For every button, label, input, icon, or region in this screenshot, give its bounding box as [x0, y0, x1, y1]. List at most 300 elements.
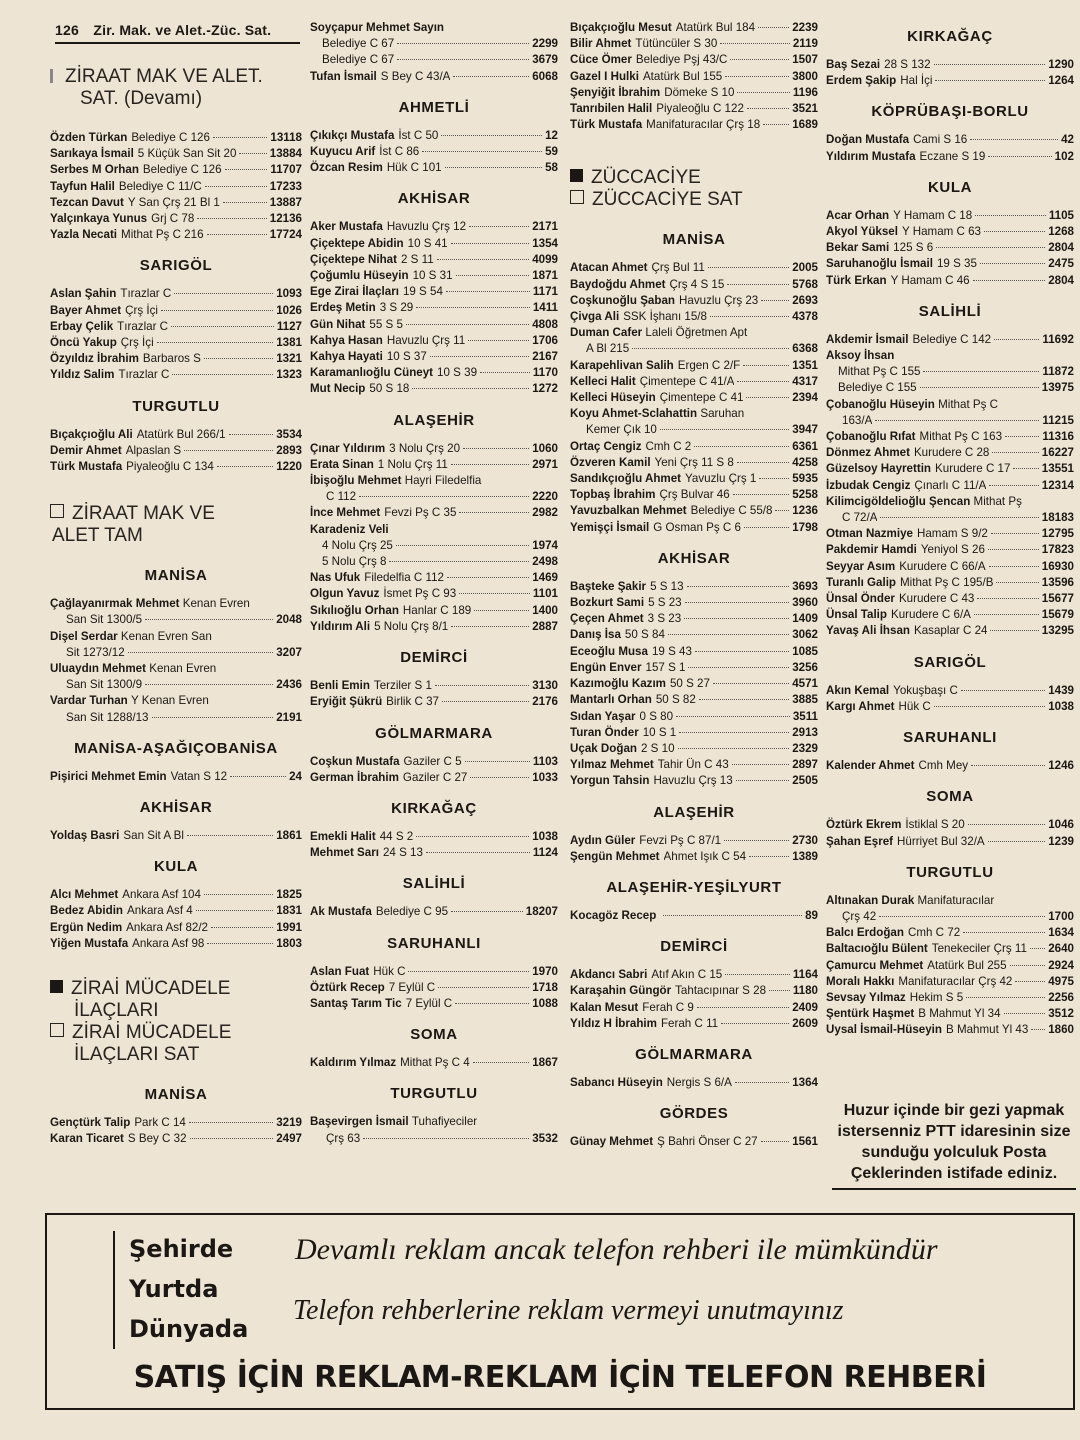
listing-name: Türk Mustafa	[570, 118, 643, 132]
listing-phone: 2609	[792, 1016, 818, 1030]
listing-address: Ankara Asf 4	[127, 904, 193, 918]
listing-phone: 3679	[532, 53, 558, 67]
listing-phone: 1033	[532, 770, 558, 784]
listing-group	[310, 964, 558, 1013]
listing-entry	[826, 132, 1074, 148]
leader-dots	[445, 167, 543, 168]
leader-dots	[451, 464, 529, 465]
leader-dots	[971, 765, 1045, 766]
listing-group	[310, 538, 558, 570]
listing-address: Hamam S 9/2	[916, 527, 988, 541]
listing-phone: 1411	[532, 301, 558, 315]
listing-name-line: Duman Cafer Laleli Öğretmen Apt	[570, 326, 748, 340]
leader-dots	[416, 307, 530, 308]
listing-address: 10 S 1	[642, 725, 677, 739]
listing-address: Kurudere C 6/A	[891, 608, 971, 622]
listing-address: Cmh Mey	[918, 759, 969, 773]
leader-dots	[451, 626, 529, 627]
listing-entry	[310, 586, 558, 602]
listing-entry	[570, 85, 818, 101]
listing-entry	[570, 503, 818, 519]
listing-phone: 1264	[1048, 74, 1074, 88]
listing-address: Kurudere C 28	[913, 446, 990, 460]
listing-phone: 3130	[532, 679, 558, 693]
listing-name: Gençtürk Talip	[50, 1116, 131, 1130]
listing-phone: 4975	[1048, 974, 1074, 988]
leader-dots	[426, 852, 530, 853]
city-heading: SARIGÖL	[139, 257, 213, 275]
listing-phone: 1103	[532, 754, 558, 768]
listing-name: Karan Ticaret	[50, 1132, 124, 1146]
leader-dots	[713, 683, 789, 684]
listing-entry	[826, 817, 1074, 833]
listing-name: Bayer Ahmet	[50, 303, 122, 317]
listing-address: San Sit A Bl	[123, 829, 184, 843]
listing-entry	[310, 694, 558, 710]
leader-dots	[695, 651, 789, 652]
listing-entry	[826, 526, 1074, 542]
category-title-cont: İLAÇLARI SAT	[74, 1044, 200, 1066]
listing-address: 24 S 13	[382, 846, 423, 860]
listing-group	[310, 754, 558, 786]
listing-name: Turanlı Galip	[826, 575, 896, 589]
listing-address: İstiklal S 20	[905, 818, 965, 832]
category-title-cont: İLAÇLARI	[74, 1000, 159, 1022]
leader-dots	[923, 371, 1039, 372]
listing-phone: 1970	[532, 964, 558, 978]
listing-address: Kurudere C 66/A	[899, 559, 986, 573]
leader-dots	[211, 927, 273, 928]
category-title: ZÜCCACİYE	[591, 167, 701, 189]
listing-name: Pişirici Mehmet Emin	[50, 769, 167, 783]
leader-dots	[992, 452, 1038, 453]
listing-phone: 3256	[792, 660, 818, 674]
ptt-promo-notice: Huzur içinde bir gezi yapmak istersenniz PTT idaresinin size sunduğu yolculuk Posta Çeklerinden istifade ediniz.	[832, 1100, 1076, 1190]
listing-name: Tanrıbilen Halil	[570, 102, 653, 116]
leader-dots	[1031, 1029, 1045, 1030]
listing-name: Bekar Sami	[826, 241, 890, 255]
listing-phone: 2176	[532, 695, 558, 709]
listing-phone: 2887	[532, 619, 558, 633]
leader-dots	[747, 108, 789, 109]
listing-phone: 4378	[792, 310, 818, 324]
leader-dots	[737, 381, 789, 382]
listing-entry	[570, 644, 818, 660]
leader-dots	[480, 372, 530, 373]
listing-group	[50, 286, 302, 383]
listing-phone: 2167	[532, 350, 558, 364]
listing-address: Y Hamam C 63	[901, 225, 982, 239]
listing-entry	[826, 758, 1074, 774]
listing-name-line: Altınakan Durak Manifaturacılar	[826, 893, 995, 907]
column-1	[50, 62, 302, 1148]
listing-address: Yavuzlu Çrş 1	[685, 472, 757, 486]
listing-entry: Kemer Çık 10 3947	[586, 423, 818, 437]
listing-phone: 4571	[792, 677, 818, 691]
listing-entry	[310, 349, 558, 365]
city-heading: SOMA	[410, 1026, 458, 1044]
listing-name: Türk Erkan	[826, 273, 887, 287]
listing-entry	[50, 303, 302, 319]
listing-name: Otman Nazmiye	[826, 527, 913, 541]
listing-entry	[310, 252, 558, 268]
listing-group	[50, 887, 302, 952]
listing-address: 50 S 27	[669, 677, 710, 691]
leader-dots	[1015, 981, 1045, 982]
listing-entry	[826, 273, 1074, 289]
listing-phone: 1803	[276, 936, 302, 950]
leader-dots	[694, 446, 789, 447]
checkbox-icon	[50, 1023, 64, 1037]
leader-dots	[396, 545, 529, 546]
listing-name: Serbes M Orhan	[50, 163, 139, 177]
listing-name: Akdancı Sabri	[570, 968, 648, 982]
listing-name: Baydoğdu Ahmet	[570, 277, 666, 291]
leader-dots	[239, 153, 266, 154]
listing-address: Çrş Bul 11	[651, 261, 705, 275]
leader-dots	[724, 840, 789, 841]
listing-phone: 59	[545, 145, 558, 159]
category-heading	[50, 503, 302, 547]
leader-dots	[196, 910, 273, 911]
listing-phone: 1246	[1048, 759, 1074, 773]
listing-name-line: Uluaydın Mehmet Kenan Evren	[50, 662, 217, 676]
listing-entry	[310, 980, 558, 996]
listing-group	[570, 579, 818, 790]
listing-group	[826, 683, 1074, 715]
listing-entry	[826, 1006, 1074, 1022]
listing-phone: 2730	[792, 833, 818, 847]
listing-phone: 1400	[532, 603, 558, 617]
listing-name: Tezcan Davut	[50, 195, 124, 209]
listing-name: Kahya Hayati	[310, 350, 383, 364]
leader-dots	[389, 561, 529, 562]
listing-entry	[50, 1131, 302, 1147]
listing-name: Coşkunoğlu Şaban	[570, 293, 675, 307]
listing-group	[570, 1075, 818, 1091]
listing-name: Öncü Yakup	[50, 336, 117, 350]
listing-group	[50, 427, 302, 476]
listing-entry	[570, 117, 818, 133]
listing-group	[310, 219, 558, 397]
listing-phone: 1323	[276, 368, 302, 382]
listing-phone: 1867	[532, 1056, 558, 1070]
listing-name: Karapehlivan Salih	[570, 358, 674, 372]
listing-entry	[310, 904, 558, 920]
listing-address: Alpaslan S	[125, 443, 182, 457]
listing-phone: 1861	[276, 829, 302, 843]
listing-address: Gaziler C 27	[402, 770, 468, 784]
leader-dots	[688, 667, 789, 668]
listing-address: 10 S 37	[386, 350, 427, 364]
listing-entry	[570, 309, 818, 325]
leader-dots	[190, 1138, 274, 1139]
listing-phone: 1026	[276, 303, 302, 317]
checkbox-icon	[50, 504, 64, 518]
listing-address: Terziler S 1	[373, 679, 432, 693]
leader-dots	[465, 761, 530, 762]
listing-address: Barbaros S	[142, 352, 201, 366]
listing-phone: 1268	[1048, 225, 1074, 239]
leader-dots	[961, 690, 1045, 691]
listing-phone: 2893	[276, 443, 302, 457]
listing-address: Atıf Akın C 15	[651, 968, 723, 982]
leader-dots	[172, 374, 273, 375]
listing-name: Yıldız H İbrahim	[570, 1016, 657, 1030]
leader-dots	[725, 76, 789, 77]
listing-entry	[570, 52, 818, 68]
listing-phone: 3521	[792, 102, 818, 116]
listing-name-line: Çağlayanırmak Mehmet Kenan Evren	[50, 597, 250, 611]
leader-dots	[397, 59, 529, 60]
listing-entry	[826, 834, 1074, 850]
listing-address: Yokuşbaşı C	[893, 683, 958, 697]
listing-entry	[826, 256, 1074, 272]
listing-group	[826, 758, 1074, 774]
listing-phone: 3512	[1048, 1007, 1074, 1021]
listing-entry	[310, 554, 558, 570]
listing-phone: 2171	[532, 220, 558, 234]
listing-phone: 4317	[792, 374, 818, 388]
listing-address: 2 S 10	[641, 741, 675, 755]
listing-name: Danış İsa	[570, 628, 621, 642]
listing-phone: 1974	[532, 538, 558, 552]
listing-entry	[570, 660, 818, 676]
listing-name: Türk Mustafa	[50, 460, 123, 474]
city-heading: AKHİSAR	[139, 799, 213, 817]
leader-dots	[761, 300, 789, 301]
listing-entry	[570, 487, 818, 503]
listing-name: Engün Enver	[570, 660, 642, 674]
listing-name: Ergün Nedim	[50, 920, 123, 934]
listing-phone: 1105	[1048, 208, 1074, 222]
listing-entry	[826, 623, 1074, 639]
listing-address: Kasaplar C 24	[914, 624, 988, 638]
listing-phone: 12795	[1041, 527, 1074, 541]
divider	[113, 1231, 115, 1349]
city-heading: ALAŞEHİR	[393, 411, 475, 429]
listing-name: Mehmet Sarı	[310, 846, 379, 860]
leader-dots	[229, 434, 274, 435]
listing-name: Eryiğit Şükrü	[310, 695, 383, 709]
leader-dots	[447, 577, 529, 578]
listing-entry	[310, 144, 558, 160]
listing-address: 157 S 1	[645, 660, 686, 674]
listing-address: Tırazlar C	[117, 319, 169, 333]
leader-dots	[430, 356, 529, 357]
listing-address: 50 S 84	[624, 628, 665, 642]
leader-dots	[1005, 436, 1039, 437]
listing-address: Belediye C 67	[322, 37, 395, 51]
listing-address: 19 S 54	[402, 285, 443, 299]
listing-entry	[310, 829, 558, 845]
listing-phone: 6361	[792, 439, 818, 453]
listing-address: Tahtacıpınar S 28	[675, 984, 767, 998]
listing-entry	[310, 236, 558, 252]
listing-name: Coşkun Mustafa	[310, 754, 400, 768]
listing-entry	[826, 607, 1074, 623]
leader-dots	[966, 997, 1045, 998]
listing-address: Tırazlar C	[120, 287, 172, 301]
listing-address: Ferah C 9	[642, 1000, 694, 1014]
listing-entry	[570, 1134, 818, 1150]
listing-entry: San Sit 1300/9 2436	[66, 678, 302, 692]
leader-dots	[679, 732, 789, 733]
listing-name: Öztürk Recep	[310, 980, 385, 994]
listing-phone: 1364	[792, 1075, 818, 1089]
listing-entry	[826, 208, 1074, 224]
listing-name: Karamanlıoğlu Cüneyt	[310, 366, 434, 380]
listing-entry	[570, 676, 818, 692]
listing-entry: San Sit 1300/5 2048	[66, 613, 302, 627]
listing-entry	[570, 849, 818, 865]
listing-group	[310, 678, 558, 710]
listing-entry: Çrş 42 1700	[842, 909, 1074, 923]
listing-entry	[50, 427, 302, 443]
listing-address: 5 Küçük San Sit 20	[137, 147, 237, 161]
listing-phone: 1354	[532, 236, 558, 250]
listing-entry	[570, 20, 818, 36]
leader-dots	[721, 1023, 789, 1024]
listing-phone: 1236	[792, 504, 818, 518]
listing-name: German İbrahim	[310, 770, 399, 784]
listing-entry: C 112 2220	[326, 490, 558, 504]
listing-name: Erata Sinan	[310, 457, 374, 471]
leader-dots	[446, 291, 530, 292]
listing-name: Yıldırım Mustafa	[826, 149, 916, 163]
listing-address: 7 Eylül C	[388, 980, 436, 994]
listing-name: Şahan Eşref	[826, 834, 894, 848]
listing-entry	[826, 478, 1074, 494]
banner-slogan: Telefon rehberlerine reklam vermeyi unutmayınız	[293, 1295, 844, 1326]
leader-dots	[225, 169, 268, 170]
listing-phone: 89	[805, 908, 818, 922]
listing-phone: 4808	[532, 317, 558, 331]
listing-name: Yoldaş Basri	[50, 829, 120, 843]
listing-phone: 13118	[270, 131, 302, 144]
leader-dots	[725, 974, 790, 975]
listing-phone: 2971	[532, 457, 558, 471]
listing-address: Ankara Asf 98	[132, 936, 205, 950]
leader-dots	[204, 894, 273, 895]
listing-address: Atatürk Bul 266/1	[136, 427, 226, 441]
listing-phone: 1860	[1048, 1023, 1074, 1037]
listing-entry	[570, 757, 818, 773]
city-heading: AHMETLİ	[398, 98, 470, 116]
listing-phone: 1046	[1048, 818, 1074, 832]
banner-tagline: SATIŞ İÇİN REKLAM-REKLAM İÇİN TELEFON REHBERİ	[133, 1360, 987, 1395]
listing-entry	[50, 1115, 302, 1131]
listing-name: Nas Ufuk	[310, 571, 361, 585]
listing-group	[570, 439, 818, 536]
leader-dots	[438, 987, 529, 988]
listing-name: Bozkurt Sami	[570, 596, 645, 610]
city-heading: KÖPRÜBAŞI-BORLU	[871, 103, 1029, 121]
listing-address: Park C 14	[134, 1116, 186, 1130]
listing-name: Moralı Hakkı	[826, 974, 895, 988]
listing-group	[310, 36, 558, 68]
listing-name: Kahya Hasan	[310, 333, 383, 347]
leader-dots	[397, 43, 529, 44]
leader-dots	[963, 932, 1045, 933]
listing-name: Yazla Necati	[50, 228, 118, 242]
listing-name: Alcı Mehmet	[50, 888, 119, 902]
listing-entry	[570, 1075, 818, 1091]
listing-entry	[50, 130, 302, 146]
leader-dots	[758, 27, 789, 28]
listing-address: 7 Eylül C	[405, 996, 453, 1010]
listing-group	[570, 967, 818, 1032]
listing-group	[310, 904, 558, 920]
listing-entry	[570, 101, 818, 117]
listing-address: 10 S 41	[407, 236, 448, 250]
listing-entry	[310, 1055, 558, 1071]
listing-phone: 1831	[276, 904, 302, 918]
filled-square-icon	[50, 980, 63, 993]
listing-phone: 1689	[792, 118, 818, 132]
listing-phone: 42	[1061, 133, 1074, 147]
listing-entry	[826, 699, 1074, 715]
leader-dots	[437, 259, 530, 260]
listing-address: Y Hamam C 18	[893, 208, 973, 222]
listing-phone: 5768	[792, 277, 818, 291]
leader-dots	[184, 450, 273, 451]
listing-phone: 2409	[792, 1000, 818, 1014]
listing-phone: 2897	[792, 758, 818, 772]
listing-phone: 12136	[269, 212, 302, 226]
leader-dots	[455, 1003, 529, 1004]
listing-entry	[310, 603, 558, 619]
listing-name: Doğan Mustafa	[826, 133, 910, 147]
listing-group	[310, 829, 558, 861]
banner-word: Dünyada	[129, 1315, 249, 1343]
listing-name: Akın Kemal	[826, 683, 890, 697]
listing-name: Topbaş İbrahim	[570, 488, 656, 502]
listing-address: Eczane S 19	[919, 149, 986, 163]
listing-name: Kargı Ahmet	[826, 699, 895, 713]
listing-phone: 3693	[792, 579, 818, 593]
listing-address: Tenekeciler Çrş 11	[931, 942, 1027, 956]
city-heading: GÖLMARMARA	[635, 1045, 753, 1063]
listing-name: Kalender Ahmet	[826, 759, 915, 773]
city-heading: AKHİSAR	[657, 549, 731, 567]
listing-address: 5 Nolu Çrş 8	[322, 555, 387, 569]
leader-dots	[406, 324, 529, 325]
leader-dots	[442, 701, 529, 702]
leader-dots	[759, 478, 789, 479]
listing-name: Mut Necip	[310, 382, 366, 396]
leader-dots	[189, 1122, 273, 1123]
listing-address: 125 S 6	[893, 241, 934, 255]
city-heading: SARUHANLI	[903, 729, 997, 747]
listing-group	[826, 817, 1074, 849]
listing-address: 3 Nolu Çrş 20	[389, 441, 461, 455]
banner-word: Yurtda	[129, 1275, 219, 1303]
leader-dots	[936, 247, 1045, 248]
listing-entry	[50, 227, 302, 243]
listing-address: Fevzi Pş C 87/1	[639, 833, 722, 847]
listing-address: S Bey C 32	[127, 1132, 187, 1146]
listing-address: Belediye C 55/8	[690, 504, 773, 518]
page-running-title: Zir. Mak. ve Alet.-Züc. Sat.	[93, 22, 272, 38]
listing-group	[50, 769, 302, 785]
listing-address: Y Hamam C 46	[890, 273, 970, 287]
listing-address: Ankara Asf 104	[122, 888, 201, 902]
listing-phone: 15679	[1041, 608, 1074, 622]
listing-phone: 102	[1054, 149, 1074, 163]
listing-name: Tayfun Halil	[50, 179, 115, 193]
listing-address: 2 S 11	[400, 252, 434, 266]
